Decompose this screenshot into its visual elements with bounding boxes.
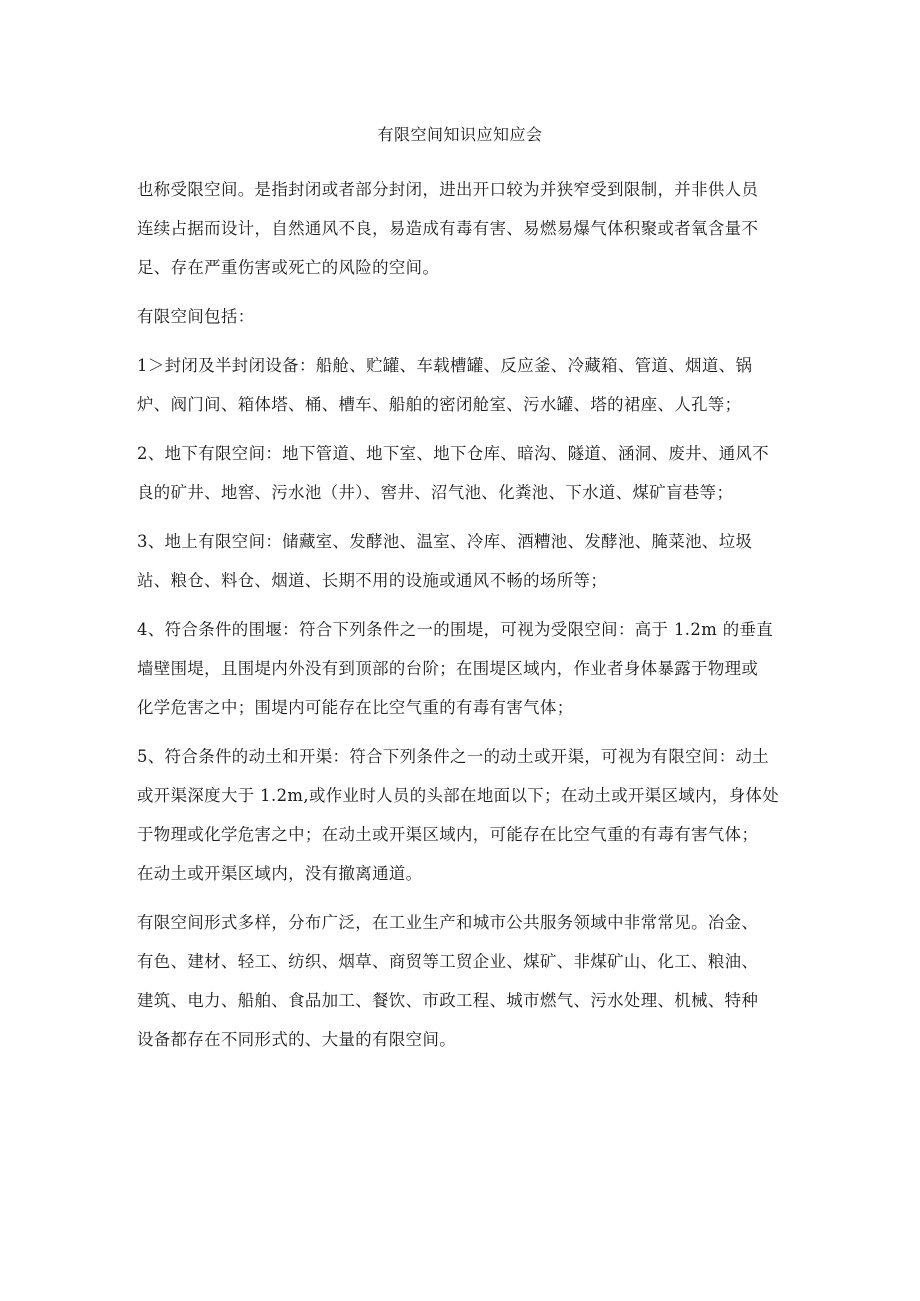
industry-paragraph [137, 903, 787, 1059]
text-line: 也称受限空间。是指封闭或者部分封闭，进出开口较为并狭窄受到限制，并非供人员 [137, 180, 759, 199]
text-line: 设备都存在不同形式的、大量的有限空间。 [137, 1030, 457, 1049]
text-line: 足、存在严重伤害或死亡的风险的空间。 [137, 258, 440, 277]
text-line: 3、地上有限空间：储藏室、发酵池、温室、冷库、酒糟池、发酵池、腌菜池、垃圾 [137, 532, 753, 551]
text-line: 于物理或化学危害之中；在动土或开渠区域内，可能存在比空气重的有毒有害气体； [137, 825, 759, 844]
list-item-2 [137, 434, 787, 512]
page-title: 有限空间知识应知应会 [377, 125, 543, 144]
text-line: 建筑、电力、船舶、食品加工、餐饮、市政工程、城市燃气、污水处理、机械、特种 [137, 991, 759, 1010]
list-item-1 [137, 346, 787, 424]
text-line: 4、符合条件的围堰：符合下列条件之一的围堤，可视为受限空间：高于 1.2m 的垂直 [137, 620, 774, 639]
document-body [137, 170, 787, 1059]
text-line: 在动土或开渠区域内，没有撤离通道。 [137, 864, 423, 883]
text-line: 化学危害之中；围堤内可能存在比空气重的有毒有害气体； [137, 698, 574, 717]
list-item-3 [137, 522, 787, 600]
list-item-5 [137, 737, 787, 893]
text-line: 炉、阀门间、箱体塔、桶、槽车、船舶的密闭舱室、污水罐、塔的裙座、人孔等； [137, 395, 742, 414]
text-line: 墙壁围堤，且围堤内外没有到顶部的台阶；在围堤区域内，作业者身体暴露于物理或 [137, 659, 759, 678]
list-item-4 [137, 610, 787, 727]
text-line: 5、符合条件的动土和开渠：符合下列条件之一的动土或开渠，可视为有限空间：动土 [137, 747, 770, 766]
text-line: 2、地下有限空间：地下管道、地下室、地下仓库、暗沟、隧道、涵洞、废井、通风不 [137, 444, 770, 463]
includes-heading [137, 297, 787, 336]
text-line: 站、粮仓、料仓、烟道、长期不用的设施或通风不畅的场所等； [137, 571, 608, 590]
text-line: 有限空间包括： [137, 307, 255, 326]
definition-paragraph [137, 170, 787, 287]
text-line: 有色、建材、轻工、纺织、烟草、商贸等工贸企业、煤矿、非煤矿山、化工、粮油、 [137, 952, 759, 971]
text-line: 有限空间形式多样，分布广泛，在工业生产和城市公共服务领域中非常常见。冶金、 [137, 913, 759, 932]
text-line: 或开渠深度大于 1.2m,或作业时人员的头部在地面以下；在动土或开渠区域内，身体处 [137, 786, 780, 805]
text-line: 1＞封闭及半封闭设备：船舱、贮罐、车载槽罐、反应釜、冷藏箱、管道、烟道、锅 [137, 356, 753, 375]
text-line: 连续占据而设计，自然通风不良，易造成有毒有害、易燃易爆气体积聚或者氧含量不 [137, 219, 759, 238]
text-line: 良的矿井、地窖、污水池（井）、窖井、沼气池、化粪池、下水道、煤矿盲巷等； [137, 483, 734, 502]
